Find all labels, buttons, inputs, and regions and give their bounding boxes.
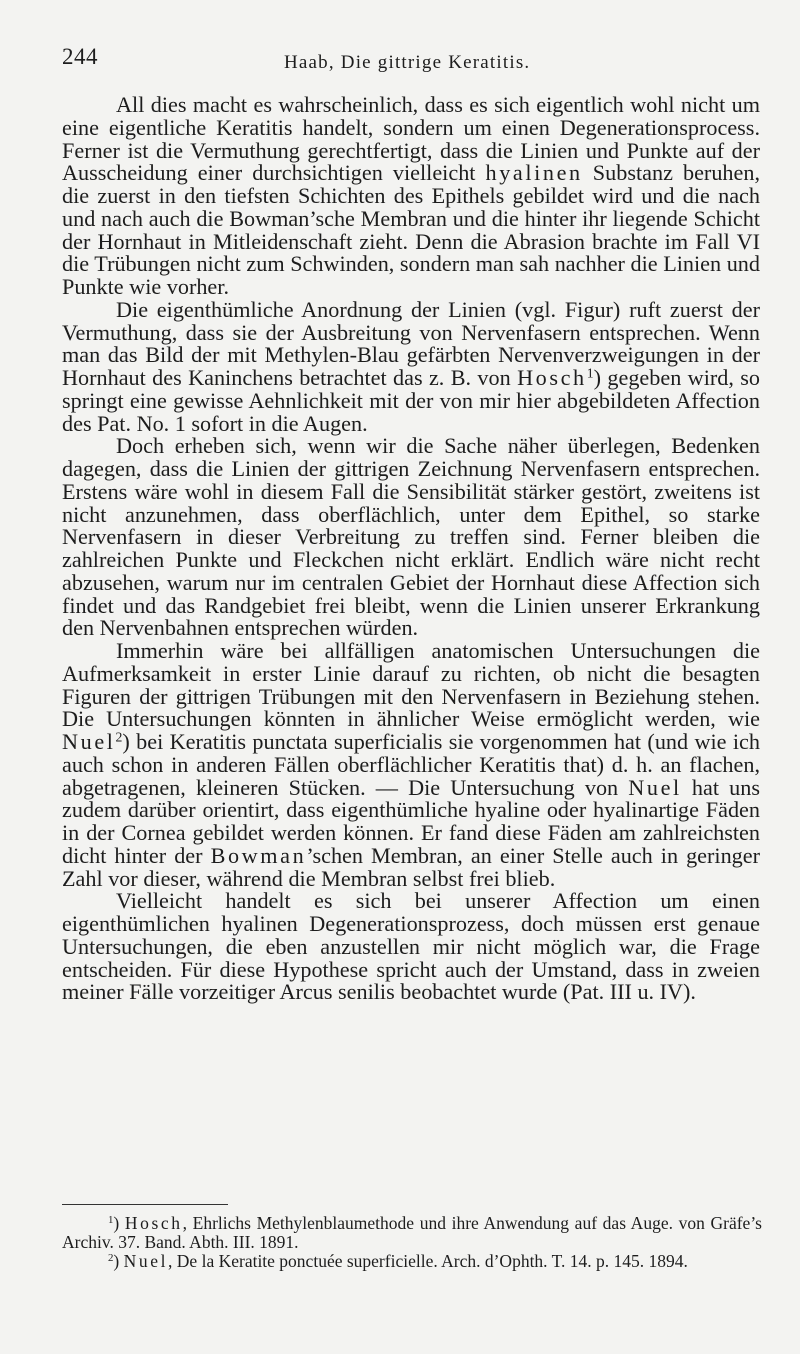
- paragraph-2-rest: ) gegeben wird, so springt eine gewisse Aehnlichkeit mit der von mir hier abgebildeten Affection des Pat. No. 1 sofort in die Augen.: [62, 365, 760, 436]
- paragraph-1-text: All dies macht es wahrscheinlich, dass es sich eigentlich wohl nicht um eine eigentliche Keratitis handelt, sondern um einen Degenerationsprocess. Ferner ist die Vermuthung gerechtfertigt, dass die Linien und Punkte auf der Ausscheidung einer durchsichtigen vielleicht: [62, 92, 760, 186]
- footnote-divider: [62, 1204, 228, 1205]
- paragraph-4-rest: ) bei Keratitis punctata superficialis sie vorgenommen hat (und wie ich auch schon in anderen Fällen oberflächlicher Keratitis that) d. h. an flachen, abgetragenen, kleineren Stücken. — Die Untersuchung von: [62, 729, 760, 800]
- author-name: Nuel: [62, 729, 116, 754]
- paragraph-4: [62, 640, 760, 890]
- paragraph-5-text: Vielleicht handelt es sich bei unserer Affection um einen eigenthümlichen hyalinen Degenerationsprozess, doch müssen erst genaue Untersuchungen, die eben anzustellen mir nicht möglich war, die Frage entscheiden. Für diese Hypothese spricht auch der Umstand, dass in zweien meiner Fälle vorzeitiger Arcus senilis beobachtet wurde (Pat. III u. IV).: [62, 888, 760, 1005]
- author-name: Bowman: [210, 842, 307, 868]
- footnote-ref-2: 2: [115, 729, 123, 745]
- footnote-ref-1: 1: [586, 365, 594, 381]
- paragraph-1: [62, 94, 760, 299]
- page-header: [62, 44, 762, 78]
- paragraph-3-text: Doch erheben sich, wenn wir die Sache näher überlegen, Bedenken dagegen, dass die Linien der gittrigen Zeichnung Nervenfasern entsprechen. Erstens wäre wohl in diesem Fall die Sensibilität stärker gestört, zweitens ist nicht anzunehmen, dass oberflächlich, unter dem Epithel, so starke Nervenfasern in dieser Verbreitung zu treffen sind. Ferner bleiben die zahlreichen Punkte und Fleckchen nicht erklärt. Endlich wäre nicht recht abzusehen, warum nur im centralen Gebiet der Hornhaut diese Affection sich findet und das Randgebiet frei bleibt, wenn die Linien unserer Erkrankung den Nervenbahnen entsprechen würden.: [62, 433, 760, 641]
- running-title: Haab, Die gittrige Keratitis.: [284, 52, 531, 73]
- footnote-marker: 2: [108, 1252, 114, 1265]
- footnote-2: $^2$) Nuel, De la Keratite ponctuée superficielle. Arch. d’Ophth. T. 14. p. 145. 1894.: [108, 1251, 688, 1271]
- body-text: [62, 94, 760, 1004]
- author-name: Nuel: [628, 774, 682, 800]
- footnote-2-text: , De la Keratite ponctuée superficielle. Arch. d’Ophth. T. 14. p. 145. 1894.: [168, 1251, 688, 1271]
- paragraph-3: [62, 435, 760, 640]
- page-number: 244: [62, 44, 98, 69]
- author-name: Nuel: [123, 1251, 169, 1271]
- author-name: Hosch: [124, 1213, 183, 1233]
- footnotes: [62, 1214, 762, 1271]
- paragraph-2: [62, 296, 760, 436]
- paragraph-4-text: Immerhin wäre bei allfälligen anatomischen Untersuchungen die Aufmerksamkeit in erster Linie darauf zu richten, ob nicht die besagten Figuren der gittrigen Trübungen mit den Nervenfasern in Beziehung stehen. Die Untersuchungen könnten in ähnlicher Weise ermöglicht werden, wie: [62, 638, 760, 732]
- paragraph-4-rest-2: hat uns zudem darüber orientirt, dass eigenthümliche hyaline oder hyalinartige Fäden in der Cornea gebildet werden können. Er fand diese Fäden am zahlreichsten dicht hinter der: [62, 774, 760, 868]
- paragraph-1-rest: Substanz beruhen, die zuerst in den tiefsten Schichten des Epithels gebildet wird und die nach und nach auch die Bowman’sche Membran und die hinter ihr liegende Schicht der Hornhaut in Mitleidenschaft zieht. Denn die Abrasion brachte im Fall VI die Trübungen nicht zum Schwinden, sondern man sah nachher die Linien und Punkte wie vorher.: [62, 160, 761, 299]
- emphasized-term: hyalinen: [485, 160, 583, 186]
- footnote-marker: 1: [108, 1214, 114, 1227]
- paragraph-2-text: Die eigenthümliche Anordnung der Linien (vgl. Figur) ruft zuerst der Vermuthung, dass sie der Ausbreitung von Nervenfasern entsprechen. Wenn man das Bild der mit Methylen-Blau gefärbten Nervenverzweigungen in der Hornhaut des Kaninchens betrachtet das z. B. von: [62, 296, 760, 390]
- footnote-1-text: , Ehrlichs Methylenblaumethode und ihre Anwendung auf das Auge. von Gräfe’s Archiv. 37. Band. Abth. III. 1891.: [62, 1213, 762, 1252]
- author-name: Hosch: [517, 365, 587, 390]
- footnote-1: $^1$) Hosch, Ehrlichs Methylenblaumethode und ihre Anwendung auf das Auge. von Gräfe’s Archiv. 37. Band. Abth. III. 1891.: [62, 1213, 762, 1252]
- paragraph-4-rest-3: ’schen Membran, an einer Stelle auch in geringer Zahl vor dieser, während die Membran selbst frei blieb.: [62, 842, 760, 891]
- paragraph-5: [62, 890, 760, 1004]
